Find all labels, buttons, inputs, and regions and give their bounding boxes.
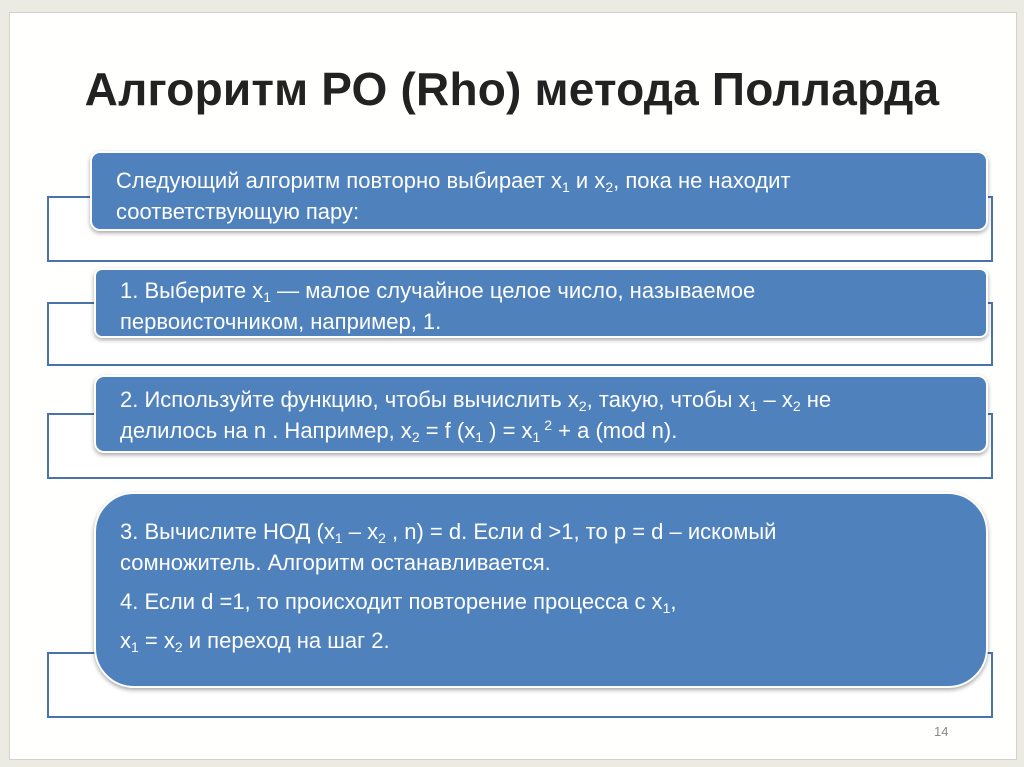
intro-line-1: Следующий алгоритм повторно выбирает $x_1$ и $x_2$, пока не находит — [116, 168, 791, 195]
step4-line-2: $x_1 = x_2$ и переход на шаг 2. — [120, 628, 390, 655]
slide-title: Алгоритм РО (Rho) метода Полларда — [84, 63, 940, 115]
step3-line-2: сомножитель. Алгоритм останавливается. — [120, 550, 551, 575]
step2-line-1: 2. Используйте функцию, чтобы вычислить $x_2$, такую, чтобы $x_1 - x_2$ не — [120, 387, 832, 414]
intro-box — [90, 151, 988, 231]
step2-box — [94, 375, 988, 453]
step1-line-1: 1. Выберите $x_1$ — малое случайное целое число, называемое — [120, 278, 756, 305]
step34-box — [94, 492, 988, 688]
step1-box — [94, 268, 988, 338]
page-number: 14 — [934, 724, 949, 739]
step2-line-2: делилось на n . Например, $x_2 = f$ ($x_1$ ) = $x_1$ $^2$ + a (mod n). — [120, 417, 678, 445]
step1-line-2: первоисточником, например, 1. — [120, 309, 442, 334]
step4-line-1: 4. Если d =1, то происходит повторение процесса с $x_1$, — [120, 589, 677, 616]
intro-line-2: соответствующую пару: — [116, 199, 360, 224]
step3-line-1: 3. Вычислите НОД ($x_1 - x_2$ , n) = d. Если d >1, то p = d – искомый — [120, 519, 777, 546]
